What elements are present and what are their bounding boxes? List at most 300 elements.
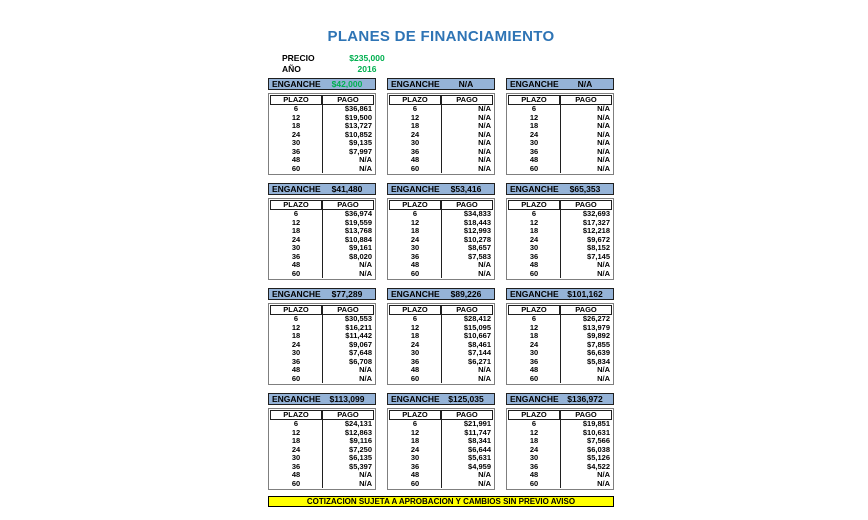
- pago-value: $12,863: [322, 429, 374, 438]
- payment-table: [387, 198, 495, 280]
- pago-column-header: PAGO: [560, 410, 612, 420]
- payment-row: [389, 375, 493, 384]
- payment-row: [270, 375, 374, 384]
- financing-plan-card: [506, 288, 614, 385]
- pago-value: $7,997: [322, 148, 374, 157]
- payment-row: [270, 165, 374, 174]
- pago-value: $5,397: [322, 463, 374, 472]
- payment-table: [387, 93, 495, 175]
- pago-value: $6,038: [560, 446, 612, 455]
- pago-value: $6,639: [560, 349, 612, 358]
- payment-table: [387, 408, 495, 490]
- plazo-value: 12: [291, 427, 301, 437]
- pago-value: $19,851: [560, 420, 612, 429]
- plazo-value: 48: [291, 365, 301, 374]
- pago-value: N/A: [322, 471, 374, 480]
- pago-value: $10,278: [441, 236, 493, 245]
- pago-value: N/A: [322, 165, 374, 174]
- pago-value: N/A: [441, 156, 493, 165]
- plazo-value: 12: [410, 112, 420, 122]
- financing-plan-card: [387, 78, 495, 175]
- plazo-value: 6: [293, 419, 299, 428]
- plazo-value: 48: [529, 155, 539, 164]
- plazo-value: 36: [529, 356, 539, 366]
- payment-table-body: [508, 315, 612, 383]
- pago-value: $9,067: [322, 341, 374, 350]
- plazo-column-header: PLAZO: [508, 305, 560, 315]
- plazo-value: 12: [529, 322, 539, 332]
- plazo-value: 60: [291, 373, 301, 383]
- financing-plan-card: [387, 288, 495, 385]
- pago-value: $19,559: [322, 219, 374, 228]
- payment-row: [508, 270, 612, 279]
- plazo-value: 30: [529, 348, 539, 357]
- pago-value: N/A: [322, 270, 374, 279]
- plans-grid: [268, 78, 614, 490]
- plazo-value: 48: [410, 365, 420, 374]
- enganche-header: [387, 183, 495, 195]
- plazo-column-header: PLAZO: [508, 200, 560, 210]
- pago-value: $6,644: [441, 446, 493, 455]
- enganche-label: ENGANCHE: [510, 79, 559, 89]
- pago-value: N/A: [441, 165, 493, 174]
- enganche-header: [506, 288, 614, 300]
- plazo-value: 36: [410, 356, 420, 366]
- pago-value: N/A: [322, 480, 374, 489]
- enganche-label: ENGANCHE: [391, 289, 440, 299]
- plazo-value: 18: [529, 331, 539, 340]
- plazo-value: 24: [529, 129, 539, 139]
- plazo-value: 60: [410, 268, 420, 278]
- plazo-value: 24: [410, 339, 420, 349]
- plazo-value: 18: [529, 121, 539, 130]
- payment-table-body: [508, 210, 612, 278]
- payment-table-body: [270, 420, 374, 488]
- pago-value: $7,583: [441, 253, 493, 262]
- pago-value: N/A: [441, 122, 493, 131]
- plazo-value: 18: [529, 226, 539, 235]
- plazo-value: 6: [531, 419, 537, 428]
- pago-value: N/A: [322, 156, 374, 165]
- plazo-value: 30: [410, 243, 420, 252]
- year-label: AÑO: [282, 63, 301, 74]
- plazo-value: 36: [410, 461, 420, 471]
- pago-value: $5,834: [560, 358, 612, 367]
- pago-value: $5,126: [560, 454, 612, 463]
- plazo-value: 12: [410, 217, 420, 227]
- pago-column-header: PAGO: [441, 95, 493, 105]
- payment-table: [506, 303, 614, 385]
- pago-value: N/A: [560, 471, 612, 480]
- plazo-value: 60: [529, 373, 539, 383]
- plazo-value: 6: [412, 209, 418, 218]
- pago-column-header: PAGO: [441, 200, 493, 210]
- pago-column-header: PAGO: [322, 200, 374, 210]
- pago-value: $8,461: [441, 341, 493, 350]
- pago-value: N/A: [441, 480, 493, 489]
- plazo-value: 60: [410, 163, 420, 173]
- enganche-label: ENGANCHE: [391, 184, 440, 194]
- payment-row: [508, 480, 612, 489]
- pago-value: $9,672: [560, 236, 612, 245]
- pago-value: $9,892: [560, 332, 612, 341]
- pago-value: $19,500: [322, 114, 374, 123]
- financing-plan-card: [506, 78, 614, 175]
- payment-table: [506, 408, 614, 490]
- pago-value: N/A: [441, 148, 493, 157]
- pago-value: $12,218: [560, 227, 612, 236]
- pago-value: N/A: [560, 261, 612, 270]
- plazo-value: 60: [529, 478, 539, 488]
- plazo-value: 18: [291, 226, 301, 235]
- plazo-column-header: PLAZO: [389, 410, 441, 420]
- pago-value: N/A: [441, 261, 493, 270]
- plazo-value: 60: [410, 478, 420, 488]
- plazo-value: 6: [531, 314, 537, 323]
- pago-value: $8,341: [441, 437, 493, 446]
- plazo-value: 36: [410, 251, 420, 261]
- pago-value: N/A: [441, 131, 493, 140]
- pago-value: N/A: [560, 105, 612, 114]
- pago-value: $10,667: [441, 332, 493, 341]
- financing-plan-card: [268, 393, 376, 490]
- pago-value: N/A: [441, 471, 493, 480]
- plazo-value: 6: [531, 209, 537, 218]
- pago-value: N/A: [441, 270, 493, 279]
- payment-table-body: [389, 315, 493, 383]
- enganche-label: ENGANCHE: [391, 79, 440, 89]
- pago-value: $9,135: [322, 139, 374, 148]
- payment-table: [506, 93, 614, 175]
- plazo-value: 60: [529, 163, 539, 173]
- year-value: 2016: [357, 63, 377, 74]
- payment-row: [270, 270, 374, 279]
- pago-value: N/A: [441, 139, 493, 148]
- financing-plan-card: [387, 393, 495, 490]
- pago-value: $11,747: [441, 429, 493, 438]
- plazo-value: 24: [291, 444, 301, 454]
- pago-value: $21,991: [441, 420, 493, 429]
- enganche-header: [268, 78, 376, 90]
- enganche-value: $101,162: [567, 289, 603, 299]
- financing-plan-card: [268, 288, 376, 385]
- pago-value: $9,116: [322, 437, 374, 446]
- plazo-value: 48: [410, 155, 420, 164]
- payment-row: [508, 375, 612, 384]
- pago-value: N/A: [560, 139, 612, 148]
- pago-value: N/A: [441, 105, 493, 114]
- plazo-value: 12: [410, 322, 420, 332]
- pago-column-header: PAGO: [560, 200, 612, 210]
- enganche-value: $41,480: [331, 184, 363, 194]
- pago-value: $7,855: [560, 341, 612, 350]
- price-year-block: [282, 52, 614, 74]
- plazo-value: 36: [291, 251, 301, 261]
- pago-value: $36,974: [322, 210, 374, 219]
- enganche-value: $136,972: [567, 394, 603, 404]
- plazo-column-header: PLAZO: [270, 410, 322, 420]
- payment-table: [506, 198, 614, 280]
- financing-plan-card: [268, 183, 376, 280]
- pago-value: $6,271: [441, 358, 493, 367]
- pago-value: N/A: [560, 156, 612, 165]
- pago-value: N/A: [322, 261, 374, 270]
- pago-value: N/A: [560, 131, 612, 140]
- pago-value: $32,693: [560, 210, 612, 219]
- plazo-value: 6: [412, 419, 418, 428]
- plazo-value: 48: [291, 470, 301, 479]
- pago-value: $10,852: [322, 131, 374, 140]
- enganche-label: ENGANCHE: [391, 394, 440, 404]
- financing-sheet: [268, 28, 614, 507]
- payment-table: [268, 408, 376, 490]
- plazo-column-header: PLAZO: [270, 305, 322, 315]
- payment-row: [389, 165, 493, 174]
- pago-column-header: PAGO: [322, 305, 374, 315]
- enganche-label: ENGANCHE: [272, 184, 321, 194]
- enganche-header: [387, 78, 495, 90]
- plazo-value: 36: [291, 356, 301, 366]
- disclaimer-banner: COTIZACION SUJETA A APROBACION Y CAMBIOS SIN PREVIO AVISO: [268, 496, 614, 507]
- enganche-header: [506, 78, 614, 90]
- plazo-value: 18: [410, 331, 420, 340]
- plazo-value: 18: [410, 226, 420, 235]
- pago-value: N/A: [560, 148, 612, 157]
- pago-column-header: PAGO: [560, 305, 612, 315]
- plazo-value: 12: [291, 217, 301, 227]
- pago-value: $7,566: [560, 437, 612, 446]
- pago-value: $4,959: [441, 463, 493, 472]
- plazo-value: 30: [529, 243, 539, 252]
- pago-value: N/A: [560, 480, 612, 489]
- plazo-value: 36: [291, 461, 301, 471]
- plazo-value: 30: [291, 348, 301, 357]
- plazo-value: 6: [293, 104, 299, 113]
- financing-plan-card: [506, 393, 614, 490]
- plazo-value: 30: [410, 453, 420, 462]
- plazo-value: 24: [529, 339, 539, 349]
- pago-value: N/A: [560, 114, 612, 123]
- plazo-value: 30: [529, 138, 539, 147]
- plazo-value: 48: [291, 155, 301, 164]
- enganche-value: $42,000: [331, 79, 363, 89]
- plazo-value: 18: [291, 331, 301, 340]
- plazo-value: 18: [410, 121, 420, 130]
- pago-value: N/A: [560, 375, 612, 384]
- plazo-value: 12: [291, 322, 301, 332]
- payment-row: [389, 480, 493, 489]
- plazo-value: 36: [410, 146, 420, 156]
- pago-value: N/A: [560, 165, 612, 174]
- pago-value: $18,443: [441, 219, 493, 228]
- pago-column-header: PAGO: [322, 95, 374, 105]
- payment-table-body: [389, 105, 493, 173]
- pago-value: $4,522: [560, 463, 612, 472]
- pago-value: $13,768: [322, 227, 374, 236]
- plazo-column-header: PLAZO: [270, 95, 322, 105]
- plazo-value: 12: [291, 112, 301, 122]
- pago-value: $5,631: [441, 454, 493, 463]
- plazo-column-header: PLAZO: [508, 95, 560, 105]
- plazo-value: 12: [529, 112, 539, 122]
- plazo-value: 24: [291, 234, 301, 244]
- plazo-value: 48: [410, 260, 420, 269]
- payment-table: [387, 303, 495, 385]
- pago-value: N/A: [560, 122, 612, 131]
- plazo-value: 30: [529, 453, 539, 462]
- plazo-value: 12: [529, 217, 539, 227]
- plazo-value: 6: [412, 104, 418, 113]
- financing-plan-card: [387, 183, 495, 280]
- enganche-value: $113,099: [329, 394, 365, 404]
- pago-value: $36,861: [322, 105, 374, 114]
- plazo-value: 36: [291, 146, 301, 156]
- plazo-value: 24: [410, 444, 420, 454]
- pago-column-header: PAGO: [322, 410, 374, 420]
- plazo-value: 12: [529, 427, 539, 437]
- pago-value: $8,657: [441, 244, 493, 253]
- enganche-label: ENGANCHE: [272, 394, 321, 404]
- enganche-header: [506, 183, 614, 195]
- plazo-column-header: PLAZO: [389, 200, 441, 210]
- plazo-value: 24: [291, 339, 301, 349]
- plazo-value: 24: [410, 129, 420, 139]
- plazo-value: 48: [529, 365, 539, 374]
- plazo-column-header: PLAZO: [389, 305, 441, 315]
- enganche-label: ENGANCHE: [272, 79, 321, 89]
- plazo-value: 30: [410, 138, 420, 147]
- plazo-value: 60: [410, 373, 420, 383]
- plazo-value: 48: [529, 470, 539, 479]
- enganche-value: $65,353: [569, 184, 601, 194]
- enganche-value: $77,289: [331, 289, 363, 299]
- plazo-column-header: PLAZO: [508, 410, 560, 420]
- enganche-label: ENGANCHE: [510, 289, 559, 299]
- enganche-label: ENGANCHE: [272, 289, 321, 299]
- price-row: [282, 52, 614, 63]
- plazo-column-header: PLAZO: [389, 95, 441, 105]
- payment-table: [268, 198, 376, 280]
- enganche-label: ENGANCHE: [510, 184, 559, 194]
- pago-value: $6,708: [322, 358, 374, 367]
- pago-value: $10,884: [322, 236, 374, 245]
- plazo-value: 6: [293, 314, 299, 323]
- pago-value: $7,250: [322, 446, 374, 455]
- pago-value: $17,327: [560, 219, 612, 228]
- payment-table: [268, 303, 376, 385]
- plazo-value: 24: [291, 129, 301, 139]
- plazo-value: 6: [293, 209, 299, 218]
- pago-value: $13,727: [322, 122, 374, 131]
- pago-value: $13,979: [560, 324, 612, 333]
- plazo-value: 60: [291, 163, 301, 173]
- pago-value: $34,833: [441, 210, 493, 219]
- payment-row: [270, 480, 374, 489]
- plazo-value: 36: [529, 251, 539, 261]
- plazo-value: 60: [291, 478, 301, 488]
- pago-value: $8,020: [322, 253, 374, 262]
- pago-value: N/A: [441, 375, 493, 384]
- financing-plan-card: [268, 78, 376, 175]
- pago-value: $10,631: [560, 429, 612, 438]
- plazo-column-header: PLAZO: [270, 200, 322, 210]
- payment-table-body: [389, 210, 493, 278]
- enganche-header: [268, 393, 376, 405]
- plazo-value: 48: [410, 470, 420, 479]
- pago-value: $8,152: [560, 244, 612, 253]
- payment-table-body: [389, 420, 493, 488]
- enganche-label: ENGANCHE: [510, 394, 559, 404]
- financing-plan-card: [506, 183, 614, 280]
- payment-row: [389, 270, 493, 279]
- pago-value: $7,648: [322, 349, 374, 358]
- plazo-value: 30: [291, 243, 301, 252]
- plazo-value: 12: [410, 427, 420, 437]
- plazo-value: 60: [291, 268, 301, 278]
- enganche-value: $125,035: [448, 394, 484, 404]
- page-title: PLANES DE FINANCIAMIENTO: [327, 28, 555, 45]
- pago-value: N/A: [441, 366, 493, 375]
- payment-row: [508, 165, 612, 174]
- pago-value: $9,161: [322, 244, 374, 253]
- pago-value: $16,211: [322, 324, 374, 333]
- payment-table-body: [270, 315, 374, 383]
- plazo-value: 48: [529, 260, 539, 269]
- price-label: PRECIO: [282, 52, 315, 63]
- enganche-value: $53,416: [450, 184, 482, 194]
- plazo-value: 24: [529, 444, 539, 454]
- enganche-header: [268, 183, 376, 195]
- pago-value: $11,442: [322, 332, 374, 341]
- plazo-value: 36: [529, 146, 539, 156]
- plazo-value: 30: [291, 453, 301, 462]
- pago-value: $30,553: [322, 315, 374, 324]
- pago-column-header: PAGO: [441, 305, 493, 315]
- pago-value: $28,412: [441, 315, 493, 324]
- pago-value: $24,131: [322, 420, 374, 429]
- pago-value: $7,145: [560, 253, 612, 262]
- plazo-value: 30: [410, 348, 420, 357]
- pago-value: N/A: [441, 114, 493, 123]
- enganche-value: N/A: [577, 79, 593, 89]
- plazo-value: 18: [410, 436, 420, 445]
- plazo-value: 36: [529, 461, 539, 471]
- enganche-header: [268, 288, 376, 300]
- year-row: [282, 63, 614, 74]
- enganche-header: [387, 288, 495, 300]
- price-value: $235,000: [349, 52, 385, 63]
- plazo-value: 30: [291, 138, 301, 147]
- enganche-header: [506, 393, 614, 405]
- plazo-value: 60: [529, 268, 539, 278]
- pago-value: $26,272: [560, 315, 612, 324]
- pago-value: $6,135: [322, 454, 374, 463]
- plazo-value: 18: [291, 121, 301, 130]
- plazo-value: 48: [291, 260, 301, 269]
- pago-column-header: PAGO: [441, 410, 493, 420]
- payment-table-body: [270, 105, 374, 173]
- payment-table-body: [508, 420, 612, 488]
- pago-value: $15,095: [441, 324, 493, 333]
- plazo-value: 24: [529, 234, 539, 244]
- payment-table: [268, 93, 376, 175]
- pago-value: N/A: [560, 270, 612, 279]
- enganche-value: $89,226: [450, 289, 482, 299]
- pago-value: N/A: [322, 375, 374, 384]
- pago-value: $12,993: [441, 227, 493, 236]
- pago-value: N/A: [322, 366, 374, 375]
- pago-value: $7,144: [441, 349, 493, 358]
